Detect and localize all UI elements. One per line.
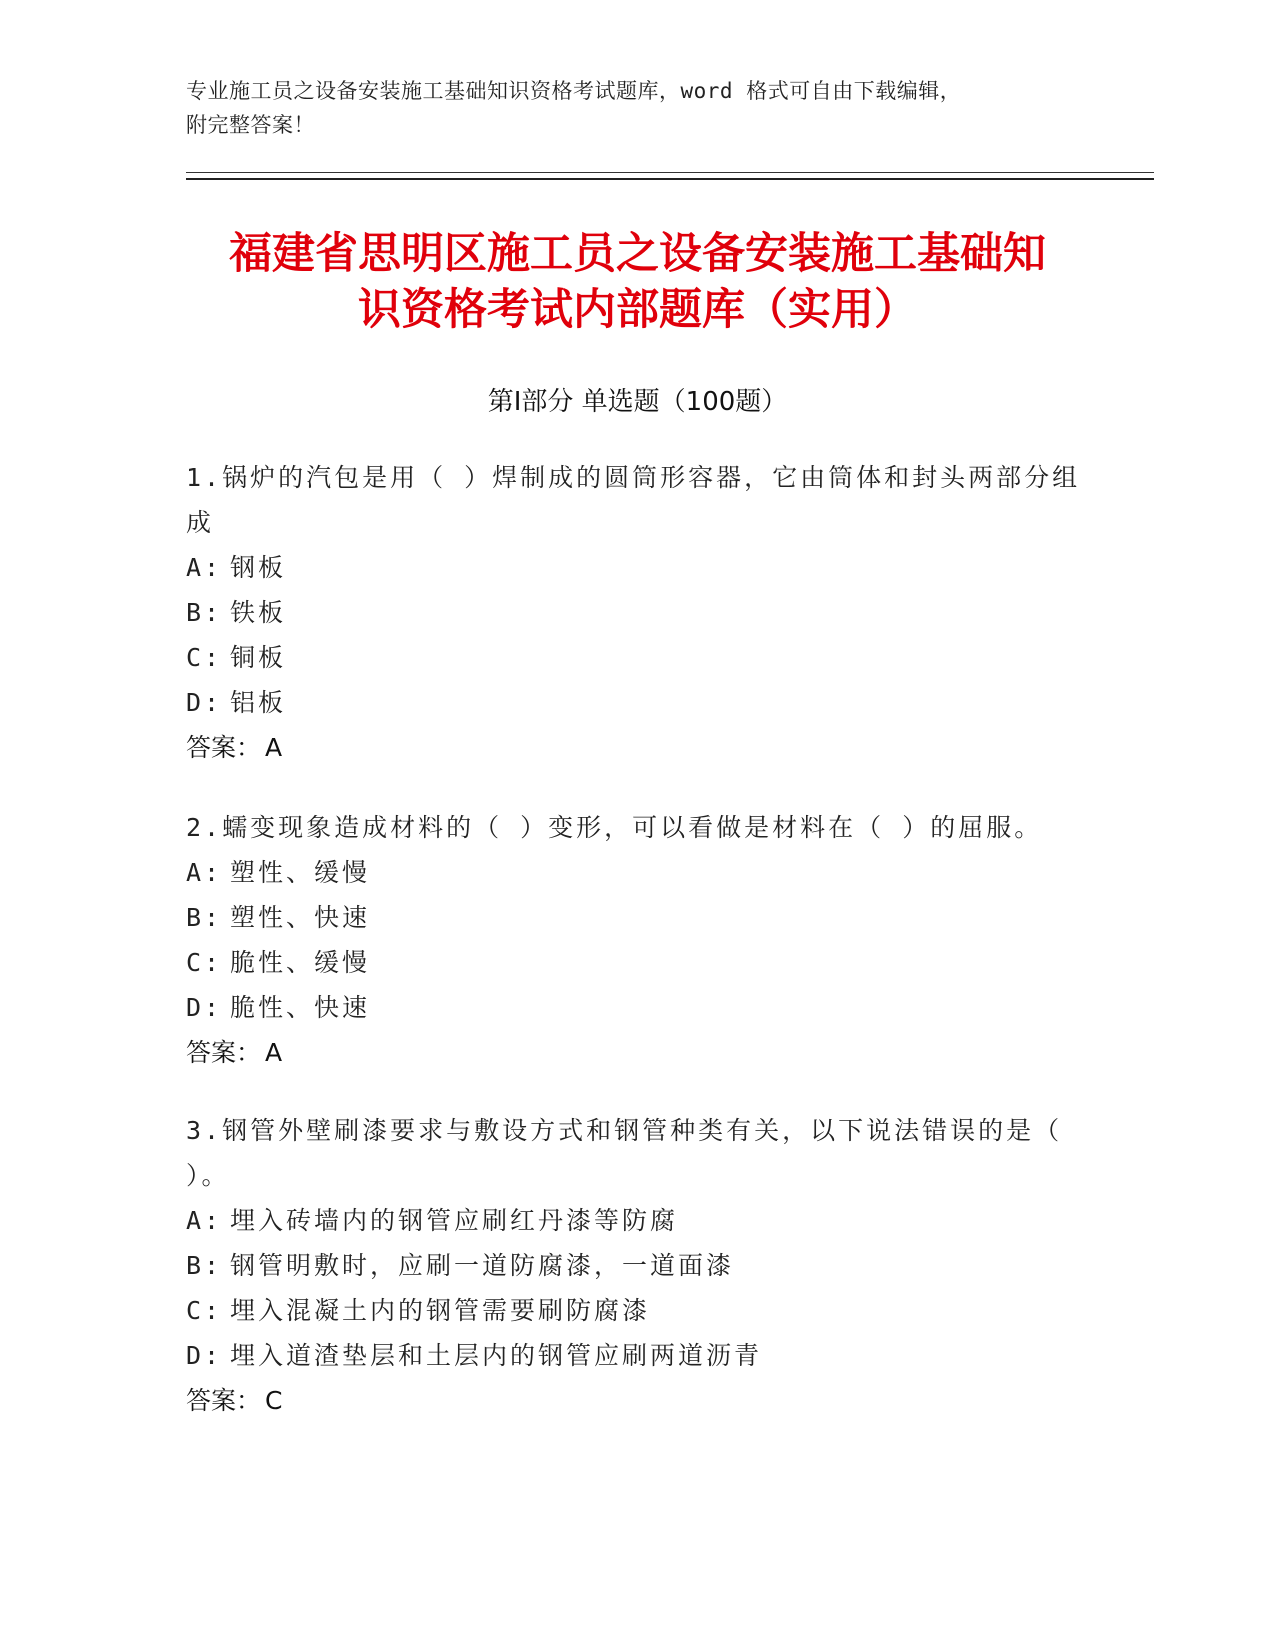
- option-d: [186, 1333, 1086, 1378]
- question-3: [186, 1108, 1086, 1423]
- option-text: 埋入混凝土内的钢管需要刷防腐漆: [230, 1296, 651, 1325]
- answer-line: [186, 725, 1086, 770]
- question-1: [186, 455, 1086, 770]
- document-title-line-2: 识资格考试内部题库（实用）: [358, 285, 917, 335]
- question-stem: 1.锅炉的汽包是用（ ）焊制成的圆筒形容器，它由筒体和封头两部分组成: [186, 463, 1081, 537]
- document-title: [150, 226, 1125, 338]
- answer-label: 答案：: [186, 1038, 262, 1067]
- option-text: 脆性、快速: [230, 993, 371, 1022]
- option-key: C:: [186, 948, 223, 977]
- option-key: C:: [186, 643, 223, 672]
- option-text: 埋入道渣垫层和土层内的钢管应刷两道沥青: [230, 1341, 763, 1370]
- question-stem: 2.蠕变现象造成材料的（ ）变形，可以看做是材料在（ ）的屈服。: [186, 813, 1043, 842]
- answer-label: 答案：: [186, 1386, 262, 1415]
- question-stem: 3.钢管外壁刷漆要求与敷设方式和钢管种类有关，以下说法错误的是（ ）。: [186, 1116, 1063, 1190]
- option-b: [186, 895, 1086, 940]
- option-key: C:: [186, 1296, 223, 1325]
- option-text: 塑性、缓慢: [230, 858, 371, 887]
- answer-line: [186, 1378, 1086, 1423]
- answer-value: C: [265, 1386, 283, 1415]
- option-c: [186, 635, 1086, 680]
- header-note: [186, 74, 1086, 142]
- option-a: [186, 545, 1086, 590]
- option-a: [186, 1198, 1086, 1243]
- header-note-line-1: 专业施工员之设备安装施工基础知识资格考试题库，word 格式可自由下载编辑，: [186, 79, 962, 103]
- option-text: 铜板: [230, 643, 287, 672]
- answer-label: 答案：: [186, 733, 262, 762]
- document-title-line-1: 福建省思明区施工员之设备安装施工基础知: [229, 229, 1046, 279]
- option-d: [186, 985, 1086, 1030]
- section-heading: 第Ⅰ部分 单选题（100题）: [487, 387, 788, 417]
- answer-value: A: [265, 733, 283, 762]
- option-c: [186, 1288, 1086, 1333]
- answer-value: A: [265, 1038, 283, 1067]
- option-text: 铁板: [230, 598, 287, 627]
- option-text: 塑性、快速: [230, 903, 371, 932]
- header-note-line-2: 附完整答案！: [186, 113, 315, 137]
- option-text: 钢板: [230, 553, 287, 582]
- option-key: D:: [186, 993, 223, 1022]
- option-key: D:: [186, 1341, 223, 1370]
- option-text: 钢管明敷时，应刷一道防腐漆，一道面漆: [230, 1251, 735, 1280]
- option-key: A:: [186, 553, 223, 582]
- option-c: [186, 940, 1086, 985]
- header-divider-thin: [186, 172, 1154, 173]
- answer-line: [186, 1030, 1086, 1075]
- option-key: B:: [186, 1251, 223, 1280]
- option-text: 铝板: [230, 688, 287, 717]
- option-b: [186, 1243, 1086, 1288]
- question-2: [186, 805, 1086, 1075]
- option-key: D:: [186, 688, 223, 717]
- header-divider-thick: [186, 178, 1154, 180]
- option-b: [186, 590, 1086, 635]
- option-a: [186, 850, 1086, 895]
- option-key: B:: [186, 598, 223, 627]
- option-key: A:: [186, 1206, 223, 1235]
- option-d: [186, 680, 1086, 725]
- option-key: A:: [186, 858, 223, 887]
- option-key: B:: [186, 903, 223, 932]
- option-text: 埋入砖墙内的钢管应刷红丹漆等防腐: [230, 1206, 679, 1235]
- option-text: 脆性、缓慢: [230, 948, 371, 977]
